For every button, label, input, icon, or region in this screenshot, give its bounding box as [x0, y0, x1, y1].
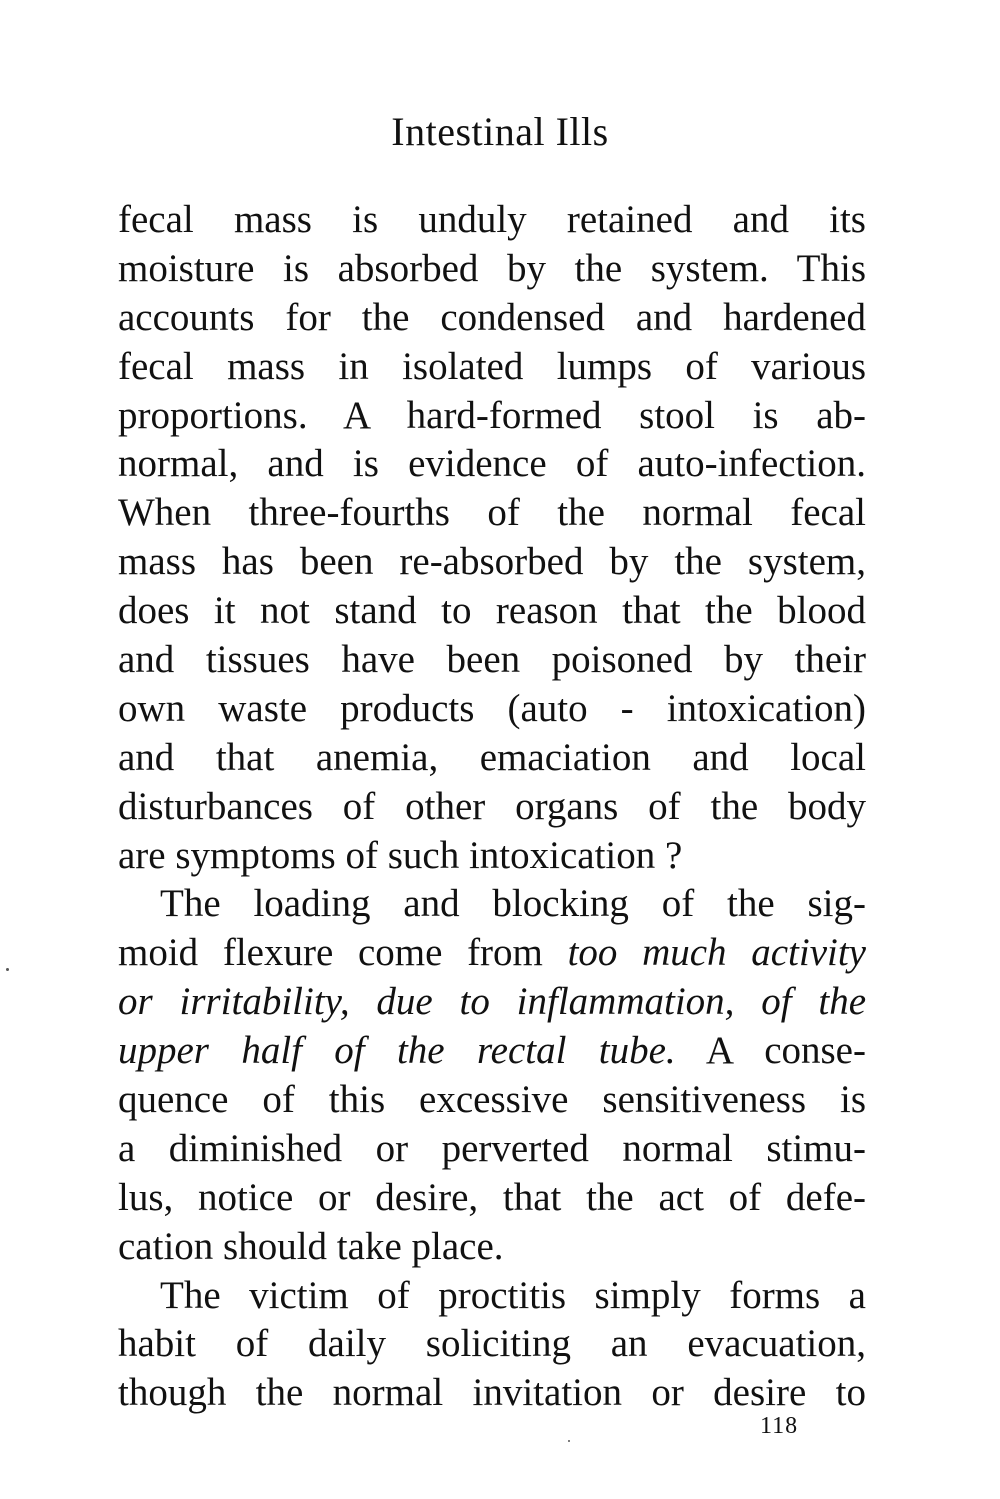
scan-speck	[568, 1440, 570, 1442]
text-line	[118, 1027, 866, 1076]
text-line: and tissues have been poisoned by their	[118, 638, 866, 682]
text-line: fecal mass in isolated lumps of various	[118, 344, 866, 388]
text-line	[118, 978, 866, 1027]
roman-text: A conse-	[675, 1029, 866, 1073]
text-line: The victim of proctitis simply forms a	[160, 1273, 866, 1317]
text-line: does it not stand to reason that the blood	[118, 589, 866, 633]
text-line: and that anemia, emaciation and local	[118, 735, 866, 779]
text-line: quence of this excessive sensitiveness is	[118, 1078, 866, 1122]
page-number: 118	[760, 1413, 799, 1439]
text-line: accounts for the condensed and hardened	[118, 295, 866, 339]
text-line: lus, notice or desire, that the act of defe-	[118, 1175, 866, 1219]
text-line: habit of daily soliciting an evacuation,	[118, 1322, 866, 1366]
scan-speck	[6, 968, 9, 971]
italic-text: or irritability, due to inflammation, of the	[118, 980, 866, 1024]
italic-text: upper half of the rectal tube.	[118, 1029, 676, 1073]
running-head: Intestinal Ills	[391, 109, 609, 154]
text-line: normal, and is evidence of auto-infection.	[118, 442, 866, 486]
text-line: disturbances of other organs of the body	[118, 784, 866, 828]
text-line: though the normal invitation or desire to	[118, 1371, 866, 1415]
text-line: proportions. A hard-formed stool is ab-	[118, 393, 866, 437]
italic-text: too much activity	[567, 931, 866, 975]
text-line: a diminished or perverted normal stimu-	[118, 1126, 866, 1170]
text-line: cation should take place.	[118, 1224, 504, 1268]
text-line: fecal mass is unduly retained and its	[118, 198, 866, 241]
text-line: are symptoms of such intoxication ?	[118, 833, 683, 877]
text-line: own waste products (auto - intoxication)	[118, 686, 866, 730]
text-line: When three-fourths of the normal fecal	[118, 491, 866, 535]
text-line: moisture is absorbed by the system. This	[118, 246, 866, 290]
roman-text: moid flexure come from	[118, 931, 568, 975]
text-line: mass has been re-absorbed by the system,	[118, 540, 866, 584]
body-text	[118, 196, 866, 1418]
text-line	[118, 929, 866, 978]
text-line: The loading and blocking of the sig-	[160, 882, 866, 926]
